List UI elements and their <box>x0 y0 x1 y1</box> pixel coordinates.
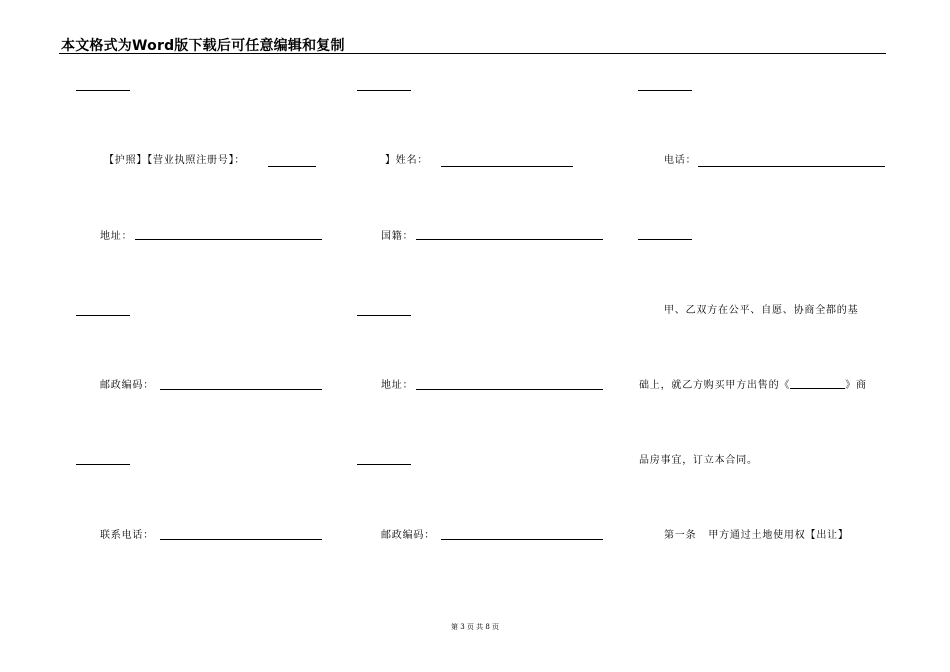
name-field <box>441 166 573 167</box>
paragraph-line: 品房事宜，订立本合同。 <box>639 455 758 466</box>
address-field <box>416 389 603 390</box>
blank-line <box>638 239 692 240</box>
passport-license-label: 【护照】【营业执照注册号】： <box>104 155 246 166</box>
house-name-field <box>790 388 845 389</box>
blank-line <box>76 464 130 465</box>
phone-field <box>698 166 885 167</box>
paragraph-line <box>639 379 867 393</box>
blank-line <box>76 90 130 91</box>
passport-license-field <box>268 166 316 167</box>
nationality-field <box>416 239 603 240</box>
page-number: 第 3 页 共 8 页 <box>450 623 500 631</box>
blank-line <box>76 315 130 316</box>
blank-line <box>638 90 692 91</box>
address-label: 地址： <box>381 380 414 391</box>
nationality-label: 国籍： <box>381 231 414 242</box>
contact-phone-field <box>160 539 322 540</box>
postcode-label: 邮政编码： <box>100 380 154 391</box>
blank-line <box>357 464 411 465</box>
address-label: 地址： <box>100 231 133 242</box>
blank-line <box>357 315 411 316</box>
postcode-label: 邮政编码： <box>381 530 435 541</box>
name-label: 】姓名： <box>385 155 429 166</box>
header-title: 本文格式为Word版下载后可任意编辑和复制 <box>61 38 345 54</box>
paragraph-text: 》商 <box>845 380 867 391</box>
paragraph-line: 甲、乙双方在公平、自愿、协商全都的基 <box>664 305 859 316</box>
postcode-field <box>441 539 603 540</box>
phone-label: 电话： <box>664 155 697 166</box>
paragraph-text: 础上，就乙方购买甲方出售的《 <box>639 380 791 391</box>
contact-phone-label: 联系电话： <box>100 530 154 541</box>
blank-line <box>357 90 411 91</box>
article-heading: 第一条 甲方通过土地使用权【出让】 <box>664 530 849 541</box>
address-field <box>135 239 322 240</box>
postcode-field <box>160 389 322 390</box>
page-header <box>59 33 886 54</box>
